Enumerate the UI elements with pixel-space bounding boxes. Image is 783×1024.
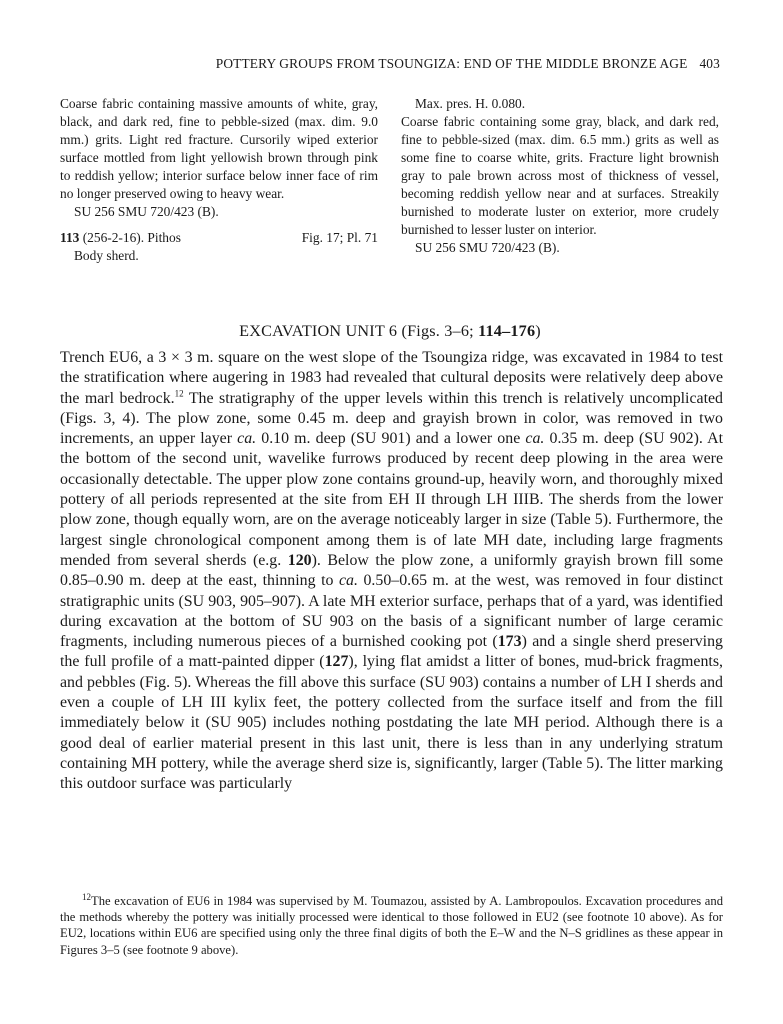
footnote-text: The excavation of EU6 in 1984 was supervised by M. Toumazou, assisted by A. Lambropoulos. Excavation procedures and the methods whereby the pottery was initially processed were identical to those followed in EU2 (see footnote 10 above). As for EU2, locations within EU6 are specified using only the three final digits of both the E–W and the N–S gridlines as these appear in Figures 3–5 (see footnote 9 above). [60, 894, 723, 957]
catalog-reference: 120 [287, 551, 312, 569]
dimension-113: Max. pres. H. 0.080. [415, 96, 526, 111]
body-paragraph: Trench EU6, a 3 × 3 m. square on the west slope of the Tsoungiza ridge, was excavated in 1984 to test the stratification where augering in 1983 had revealed that cultural deposits were relatively deep above the marl bedrock.$^{12}$ The stratigraphy of the upper levels within this trench is relatively uncomplicated (Figs. 3, 4). The plow zone, some 0.45 m. deep and grayish brown in color, was removed in two increments, an upper layer ca. 0.10 m. deep (SU 901) and a lower one ca. 0.35 m. deep (SU 902). At the bottom of the second unit, wavelike furrows produced by recent deep plowing in the area were occasionally detectable. The upper plow zone contains ground-up, heavily worn, and thoroughly mixed pottery of all periods represented at the site from EH II through LH IIIB. The sherds from the lower plow zone, though equally worn, are on the average noticeably larger in size (Table 5). Furthermore, the largest single chronological component among them is of late MH date, including large fragments mended from several sherds (e.g. 120). Below the plow zone, a uniformly grayish brown fill some 0.85–0.90 m. deep at the east, thinning to ca. 0.50–0.65 m. at the west, was removed in four distinct stratigraphic units (SU 903, 905–907). A late MH exterior surface, perhaps that of a yard, was identified during excavation at the bottom of SU 903 on the basis of a significant number of large ceramic fragments, including numerous pieces of a burnished cooking pot (173) and a single sherd preserving the full profile of a matt-painted dipper (127), lying flat amidst a litter of bones, mud-brick fragments, and pebbles (Fig. 5). Whereas the fill above this surface (SU 903) contains a number of LH I sherds and even a couple of LH III kylix feet, the pottery collected from the surface itself and from the fill immediately below it (SU 905) includes nothing postdating the late MH period. Although there is a good deal of earlier material present in this last unit, there is less than in any underlying stratum containing MH pottery, while the average sherd size is, significantly, larger (Table 5). The litter marking this outdoor surface was particularly [60, 349, 724, 793]
footnote [60, 893, 723, 958]
catalog-column-left [60, 95, 378, 265]
context-113: SU 256 SMU 720/423 (B). [415, 240, 560, 255]
fabric-description-113: Coarse fabric containing some gray, black, and dark red, fine to pebble-sized (max. dim. 6.5 mm.) grits as well as some fine to coarse white, grits. Fracture light brownish gray to pale brown across most of thickness of vessel, becoming reddish yellow near and at surfaces. Streakily burnished to moderate luster on exterior, more crudely burnished to lesser luster on interior. [401, 114, 719, 237]
fabric-description-112: Coarse fabric containing massive amounts of white, gray, black, and dark red, fine to pebble-sized (max. dim. 9.0 mm.) grits. Light red fracture. Cursorily wiped exterior surface mottled from light yellowish brown through pink to reddish yellow; interior surface below inner face of rim no longer preserved owing to heavy wear. [60, 96, 378, 201]
catalog-reference: 127 [324, 653, 349, 671]
running-title: POTTERY GROUPS FROM TSOUNGIZA: END OF THE MIDDLE BRONZE AGE [215, 56, 688, 71]
catalog-number: 113 [60, 230, 80, 245]
running-header [60, 56, 720, 72]
figure-reference: Fig. 17; Pl. 71 [301, 230, 378, 245]
catalog-entry-113-heading [60, 229, 378, 247]
catalog-reference: 173 [497, 633, 522, 651]
footnote-reference: 12 [174, 388, 184, 399]
section-heading: EXCAVATION UNIT 6 (Figs. 3–6; 114–176) [239, 322, 541, 340]
footnote-number: 12 [82, 891, 91, 902]
vessel-part: Body sherd. [74, 248, 139, 263]
page-number: 403 [699, 56, 720, 71]
catalog-entry-id: (256-2-16). Pithos [82, 230, 181, 245]
catalog-column-right [401, 95, 719, 257]
context-112: SU 256 SMU 720/423 (B). [74, 204, 219, 219]
